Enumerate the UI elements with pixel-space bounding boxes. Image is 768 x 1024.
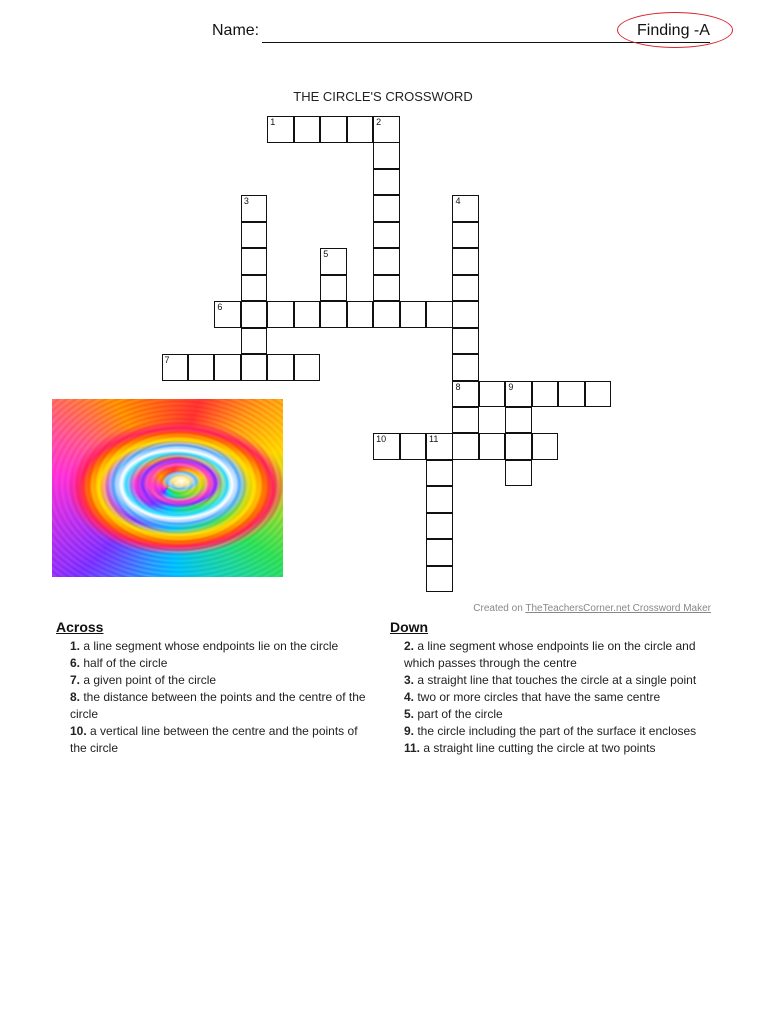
- credit-line: [473, 603, 711, 614]
- grid-cell[interactable]: [532, 381, 559, 408]
- grid-cell[interactable]: [452, 301, 479, 328]
- clue-number: 8: [455, 381, 461, 392]
- clue-item-text: half of the circle: [80, 656, 168, 670]
- clue-item-text: a given point of the circle: [80, 673, 217, 687]
- grid-cell[interactable]: [267, 354, 294, 381]
- credit-prefix: Created on: [473, 603, 526, 614]
- grid-cell[interactable]: [373, 301, 400, 328]
- clue-item-text: part of the circle: [414, 707, 503, 721]
- grid-cell[interactable]: [188, 354, 215, 381]
- grid-cell[interactable]: [373, 222, 400, 249]
- finding-label: Finding -A: [637, 22, 710, 39]
- grid-cell[interactable]: [241, 301, 268, 328]
- clue-item-number: 7.: [70, 673, 81, 687]
- clue-item: [390, 672, 720, 689]
- clue-number: 6: [217, 302, 223, 313]
- clue-number: 5: [323, 249, 329, 260]
- down-clue-list: [390, 638, 720, 757]
- clue-item-number: 3.: [404, 673, 415, 687]
- grid-cell[interactable]: [452, 275, 479, 302]
- grid-cell[interactable]: [320, 248, 347, 275]
- across-heading: Across: [56, 619, 104, 635]
- clue-number: 10: [376, 434, 387, 445]
- clue-item-number: 4.: [404, 690, 415, 704]
- clue-item-text: two or more circles that have the same centre: [414, 690, 661, 704]
- clue-item-text: a vertical line between the centre and the points of the circle: [70, 724, 358, 755]
- across-clue-list: [56, 638, 376, 757]
- clue-number: 9: [508, 381, 514, 392]
- grid-cell[interactable]: [241, 328, 268, 355]
- grid-cell[interactable]: [373, 433, 400, 460]
- clue-number: 7: [164, 355, 170, 366]
- grid-cell[interactable]: [426, 566, 453, 593]
- down-clues: [390, 619, 720, 757]
- credit-link[interactable]: TheTeachersCorner.net Crossword Maker: [525, 603, 711, 614]
- grid-cell[interactable]: [214, 301, 241, 328]
- clue-item-text: a line segment whose endpoints lie on the circle and which passes through the centre: [404, 639, 696, 670]
- clue-item-text: a straight line that touches the circle at a single point: [414, 673, 697, 687]
- clue-item-number: 6.: [70, 656, 81, 670]
- grid-cell[interactable]: [452, 248, 479, 275]
- grid-cell[interactable]: [479, 433, 506, 460]
- grid-cell[interactable]: [267, 301, 294, 328]
- clue-item-number: 9.: [404, 724, 415, 738]
- grid-cell[interactable]: [320, 275, 347, 302]
- name-label: Name:: [212, 22, 260, 39]
- page-title: [0, 89, 768, 104]
- clue-item-text: the circle including the part of the surface it encloses: [414, 724, 697, 738]
- clue-item: [56, 723, 376, 757]
- grid-cell[interactable]: [267, 116, 294, 143]
- crossword-title: THE CIRCLE'S CROSSWORD: [293, 89, 473, 104]
- grid-cell[interactable]: [452, 328, 479, 355]
- grid-cell[interactable]: [241, 354, 268, 381]
- clue-number: 2: [376, 117, 382, 127]
- grid-cell[interactable]: [347, 116, 374, 143]
- grid-cell[interactable]: [426, 539, 453, 566]
- grid-cell[interactable]: [294, 354, 321, 381]
- grid-cell[interactable]: [426, 460, 453, 487]
- grid-cell[interactable]: [400, 433, 427, 460]
- clue-number: 3: [243, 196, 249, 207]
- grid-cell[interactable]: [241, 275, 268, 302]
- grid-cell[interactable]: [505, 433, 532, 460]
- grid-cell[interactable]: [294, 116, 321, 143]
- clue-item-text: a straight line cutting the circle at two points: [420, 741, 656, 755]
- grid-cell[interactable]: [162, 354, 189, 381]
- clue-number: 11: [429, 434, 439, 445]
- clue-number: 4: [455, 196, 461, 207]
- grid-cell[interactable]: [320, 301, 347, 328]
- clue-item-number: 1.: [70, 639, 81, 653]
- across-clues: [56, 619, 376, 757]
- grid-cell[interactable]: [479, 381, 506, 408]
- down-heading: Down: [390, 619, 429, 635]
- grid-cell[interactable]: [505, 381, 532, 408]
- grid-cell[interactable]: [373, 169, 400, 196]
- clue-number: 1: [270, 117, 276, 127]
- clue-item-number: 10.: [70, 724, 87, 738]
- grid-cell[interactable]: [373, 275, 400, 302]
- grid-cell[interactable]: [426, 513, 453, 540]
- clue-item: [56, 655, 376, 672]
- grid-cell[interactable]: [452, 381, 479, 408]
- grid-cell[interactable]: [452, 195, 479, 222]
- clue-item: [390, 638, 720, 672]
- grid-cell[interactable]: [426, 486, 453, 513]
- grid-cell[interactable]: [320, 116, 347, 143]
- grid-cell[interactable]: [294, 301, 321, 328]
- grid-cell[interactable]: [373, 195, 400, 222]
- clue-item: [56, 689, 376, 723]
- clue-item-text: a line segment whose endpoints lie on the circle: [80, 639, 339, 653]
- grid-cell[interactable]: [452, 354, 479, 381]
- grid-cell[interactable]: [532, 433, 559, 460]
- grid-cell[interactable]: [214, 354, 241, 381]
- grid-cell[interactable]: [241, 195, 268, 222]
- grid-cell[interactable]: [585, 381, 612, 408]
- grid-cell[interactable]: [558, 381, 585, 408]
- grid-cell[interactable]: [452, 433, 479, 460]
- grid-cell[interactable]: [373, 142, 400, 169]
- clue-item: [56, 672, 376, 689]
- grid-cell[interactable]: [241, 248, 268, 275]
- grid-cell[interactable]: [373, 248, 400, 275]
- clue-item: [390, 689, 720, 706]
- clue-item-number: 2.: [404, 639, 415, 653]
- fractal-image: [52, 399, 283, 577]
- grid-cell[interactable]: [426, 433, 453, 460]
- clue-item-number: 11.: [404, 741, 421, 755]
- grid-cell[interactable]: [400, 301, 427, 328]
- grid-cell[interactable]: [452, 407, 479, 434]
- clue-item: [390, 706, 720, 723]
- grid-cell[interactable]: [505, 460, 532, 487]
- clue-item: [390, 740, 720, 757]
- clue-item: [390, 723, 720, 740]
- grid-cell[interactable]: [347, 301, 374, 328]
- grid-cell[interactable]: [452, 222, 479, 249]
- clue-item-number: 5.: [404, 707, 415, 721]
- grid-cell[interactable]: [426, 301, 453, 328]
- grid-cell[interactable]: [505, 407, 532, 434]
- clue-item-text: the distance between the points and the centre of the circle: [70, 690, 366, 721]
- grid-cell[interactable]: [241, 222, 268, 249]
- clue-item: [56, 638, 376, 655]
- clue-item-number: 8.: [70, 690, 81, 704]
- grid-cell[interactable]: [373, 116, 400, 143]
